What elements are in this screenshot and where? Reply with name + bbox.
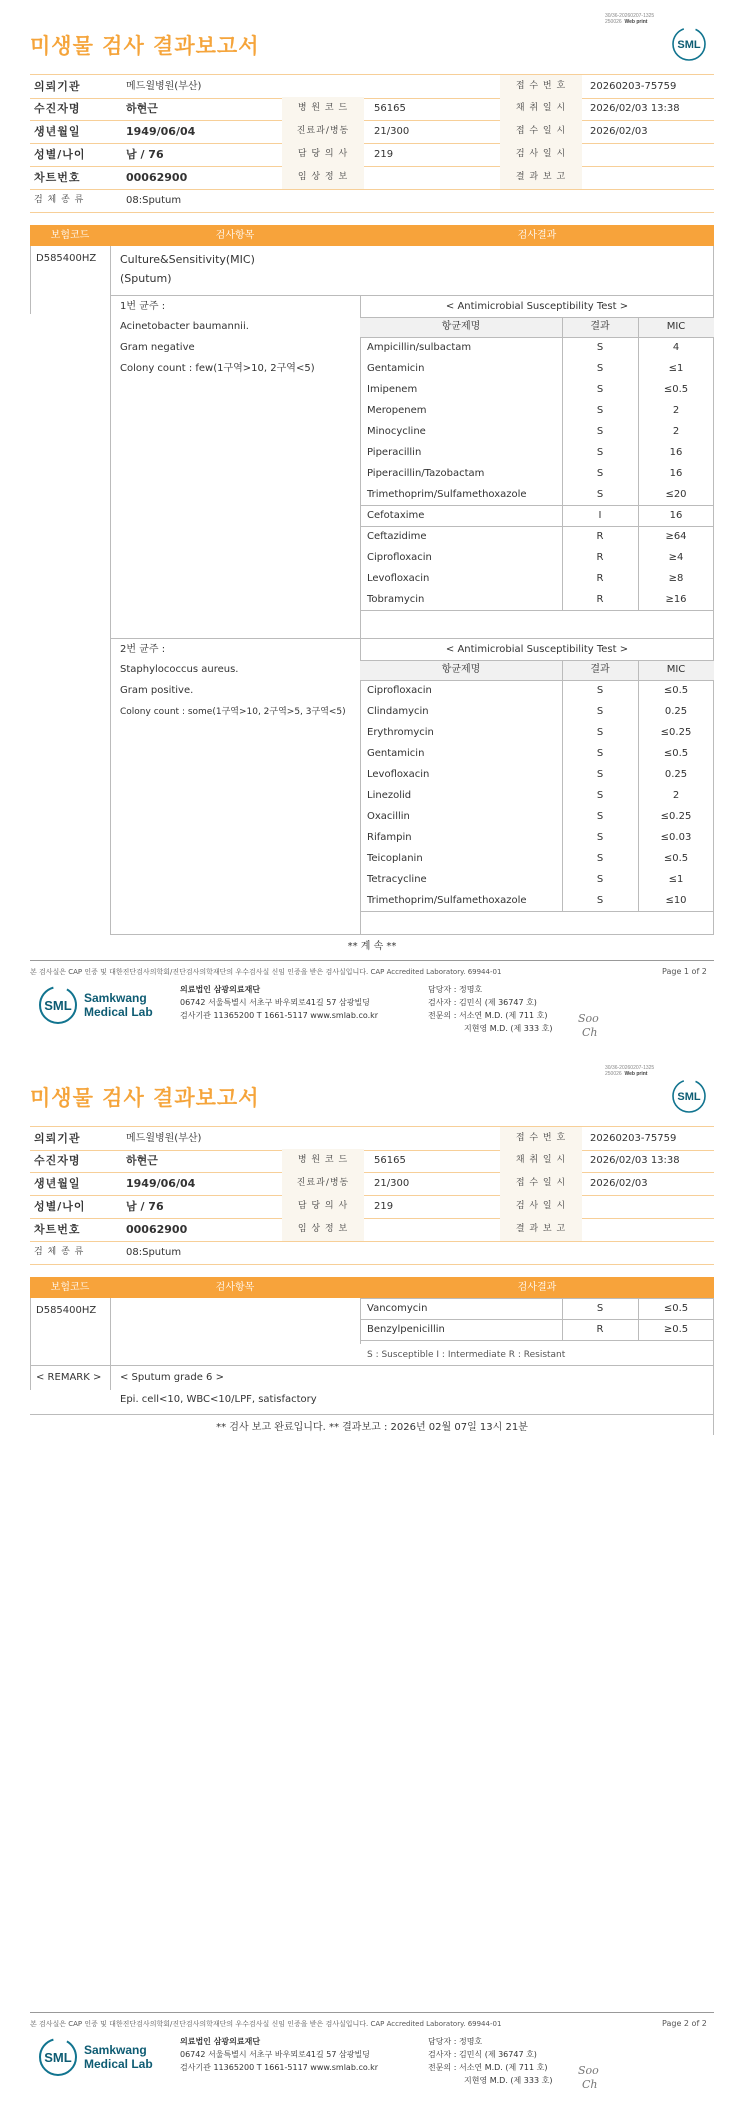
lab-address: 의료법인 삼광의료재단 06742 서울특별시 서초구 바우뫼로41길 57 삼광빌딩 검사기관 11365200 T 1661-5117 www.smlab.co.kr <box>180 2037 379 2072</box>
susceptibility-result: S <box>596 769 604 780</box>
signature-2: Soo Ch <box>578 2064 599 2091</box>
border <box>360 505 714 506</box>
reported-label: 결 과 보 고 <box>500 166 582 189</box>
table-header <box>30 1277 714 1298</box>
hospital-code-value: 56165 <box>374 1155 406 1166</box>
drug-name: Ciprofloxacin <box>367 685 432 696</box>
mic-value: ≤0.5 <box>663 384 689 395</box>
page-number: Page 2 of 2 <box>662 2019 707 2028</box>
mic-value: ≤0.5 <box>663 853 689 864</box>
specimen-value: 08:Sputum <box>126 1247 182 1258</box>
mic-value: ≥4 <box>668 552 684 563</box>
mic-value: ≤1 <box>668 363 684 374</box>
chart-value: 00062900 <box>126 171 188 184</box>
specimen-label: 검 체 종 류 <box>34 195 85 205</box>
ast-head-drug: 항균제명 <box>441 664 481 675</box>
drug-name: Teicoplanin <box>367 853 423 864</box>
result-table-p2 <box>30 1277 714 1417</box>
sex-age-label: 성별/나이 <box>34 148 86 161</box>
ast-title-2: < Antimicrobial Susceptibility Test > <box>445 644 629 655</box>
drug-name: Piperacillin/Tazobactam <box>367 468 485 479</box>
border <box>30 1414 714 1415</box>
dob-value: 1949/06/04 <box>126 125 196 138</box>
ast-head-mic: MIC <box>666 321 686 332</box>
ast-head-result: 결과 <box>590 321 610 332</box>
cert-text: 본 검사실은 CAP 인증 및 대한진단검사의학회/진단검사의학재단의 우수검사실 신임 인증을 받은 검사실입니다. CAP Accredited Laboratory. 69944-01 <box>30 968 502 976</box>
susceptibility-result: R <box>596 594 604 605</box>
sex-age-value: 남 / 76 <box>126 148 164 161</box>
info-row-requester <box>30 74 714 99</box>
accession-label: 접 수 번 호 <box>500 75 582 98</box>
samkwang-logo <box>38 2035 158 2081</box>
svg-text:SML: SML <box>44 2050 72 2065</box>
dept-label: 진료과/병동 <box>282 120 364 143</box>
drug-name: Gentamicin <box>367 748 425 759</box>
mic-value: ≤10 <box>665 895 687 906</box>
mic-value: 2 <box>672 790 680 801</box>
staff-list: 담당자 : 정명호 검사자 : 김민식 (제 36747 호) 전문의 : 서소연 M.D. (제 711 호) 지현영 M.D. (제 333 호) <box>428 2037 553 2085</box>
remark-label: < REMARK > <box>36 1372 102 1383</box>
mic-value: 4 <box>672 342 680 353</box>
cert-text: 본 검사실은 CAP 인증 및 대한진단검사의학회/진단검사의학재단의 우수검사실 신임 인증을 받은 검사실입니다. CAP Accredited Laboratory. 69944-01 <box>30 2020 502 2028</box>
info-row-sex <box>30 1195 714 1219</box>
drug-name: Ciprofloxacin <box>367 552 432 563</box>
border <box>110 638 714 639</box>
drug-name: Piperacillin <box>367 447 422 458</box>
requester-value: 메드윌병원(부산) <box>126 1133 202 1144</box>
received-value: 2026/02/03 <box>590 1178 648 1189</box>
susceptibility-result: S <box>596 706 604 717</box>
collected-value: 2026/02/03 13:38 <box>590 1155 680 1166</box>
footer-divider <box>30 960 714 961</box>
border <box>638 660 639 911</box>
border <box>110 1298 111 1390</box>
lab-name-1: Samkwang <box>84 2043 147 2057</box>
doctor-value: 219 <box>374 1201 394 1212</box>
drug-name: Trimethoprim/Sulfamethoxazole <box>367 895 527 906</box>
border <box>360 660 714 661</box>
mic-value: 16 <box>669 510 683 521</box>
accession-label: 접 수 번 호 <box>500 1127 582 1150</box>
susceptibility-result: S <box>596 363 604 374</box>
insurance-code: D585400HZ <box>36 253 97 264</box>
insurance-code: D585400HZ <box>36 1305 97 1316</box>
ast-title-1: < Antimicrobial Susceptibility Test > <box>445 301 629 312</box>
info-row-specimen <box>30 189 714 213</box>
test-item-specimen: (Sputum) <box>120 272 172 285</box>
info-row-chart <box>30 1218 714 1242</box>
mic-value: ≤0.5 <box>663 748 689 759</box>
susceptibility-result: S <box>596 811 604 822</box>
border <box>30 1298 31 1390</box>
staff-list: 담당자 : 정명호 검사자 : 김민식 (제 36747 호) 전문의 : 서소연 M.D. (제 711 호) 지현영 M.D. (제 333 호) <box>428 985 553 1033</box>
mic-value: ≤0.5 <box>663 685 689 696</box>
border <box>562 660 563 911</box>
info-row-specimen <box>30 1241 714 1265</box>
header-code: 보험코드 <box>50 230 90 241</box>
mic-value: 0.25 <box>664 706 688 717</box>
susceptibility-result: S <box>596 342 604 353</box>
mic-value: 16 <box>669 468 683 479</box>
tested-label: 검 사 일 시 <box>500 143 582 166</box>
isolate1-organism: Acinetobacter baumannii. <box>120 321 249 332</box>
header-result: 검사결과 <box>517 230 557 241</box>
border <box>110 295 714 296</box>
isolate2-gram: Gram positive. <box>120 685 194 696</box>
dept-value: 21/300 <box>374 1178 410 1189</box>
ast-head-result: 결과 <box>590 664 610 675</box>
drug-name: Erythromycin <box>367 727 434 738</box>
susceptibility-result: I <box>598 510 602 521</box>
clinical-label: 임 상 정 보 <box>282 166 364 189</box>
report-title: 미생물 검사 결과보고서 <box>30 34 260 58</box>
isolate2-label: 2번 균주 : <box>120 644 166 655</box>
received-label: 접 수 일 시 <box>500 120 582 143</box>
accession-value: 20260203-75759 <box>590 1133 677 1144</box>
mic-value: 2 <box>672 426 680 437</box>
doctor-value: 219 <box>374 149 394 160</box>
doctor-label: 담 당 의 사 <box>282 143 364 166</box>
sex-age-label: 성별/나이 <box>34 1200 86 1213</box>
ast-head-drug: 항균제명 <box>441 321 481 332</box>
mic-value: ≤0.5 <box>663 1303 689 1314</box>
report-complete-line: ** 검사 보고 완료입니다. ** 결과보고 : 2026년 02월 07일 13시 21분 <box>216 1422 528 1433</box>
table-header <box>30 225 714 246</box>
mic-value: 16 <box>669 447 683 458</box>
svg-text:SML: SML <box>677 39 701 51</box>
drug-name: Tobramycin <box>367 594 425 605</box>
susceptibility-result: S <box>596 895 604 906</box>
mic-value: ≥16 <box>665 594 687 605</box>
mic-value: ≤0.03 <box>660 832 692 843</box>
info-row-dob <box>30 120 714 144</box>
requester-value: 메드윌병원(부산) <box>126 81 202 92</box>
drug-name: Imipenem <box>367 384 418 395</box>
susceptibility-result: S <box>596 685 604 696</box>
samkwang-logo <box>38 983 158 1029</box>
svg-text:SML: SML <box>44 998 72 1013</box>
susceptibility-result: S <box>596 426 604 437</box>
susceptibility-result: S <box>596 468 604 479</box>
lab-name-2: Medical Lab <box>84 2057 153 2071</box>
dob-label: 생년월일 <box>34 1177 81 1190</box>
susceptibility-result: S <box>596 874 604 885</box>
susceptibility-result: S <box>596 405 604 416</box>
mic-value: 0.25 <box>664 769 688 780</box>
border <box>360 1298 714 1299</box>
border <box>30 246 31 314</box>
border <box>110 934 714 935</box>
name-label: 수진자명 <box>34 1154 81 1167</box>
border <box>638 1298 639 1340</box>
border <box>360 317 714 318</box>
header-result: 검사결과 <box>517 1282 557 1293</box>
remark-detail: Epi. cell<10, WBC<10/LPF, satisfactory <box>120 1394 317 1405</box>
specimen-value: 08:Sputum <box>126 195 182 206</box>
border <box>360 680 714 681</box>
page-number: Page 1 of 2 <box>662 967 707 976</box>
border <box>562 1298 563 1340</box>
drug-name: Benzylpenicillin <box>367 1324 445 1335</box>
reported-label: 결 과 보 고 <box>500 1218 582 1241</box>
info-row-chart <box>30 166 714 190</box>
susceptibility-result: S <box>596 832 604 843</box>
specimen-label: 검 체 종 류 <box>34 1247 85 1257</box>
header-code: 보험코드 <box>50 1282 90 1293</box>
lab-name-2: Medical Lab <box>84 1005 153 1019</box>
signature-1: Soo Ch <box>578 1012 599 1039</box>
hospital-code-value: 56165 <box>374 103 406 114</box>
drug-name: Levofloxacin <box>367 573 430 584</box>
border <box>360 337 714 338</box>
susceptibility-result: S <box>596 790 604 801</box>
info-row-name <box>30 1149 714 1173</box>
susceptibility-result: S <box>596 447 604 458</box>
isolate2-organism: Staphylococcus aureus. <box>120 664 239 675</box>
border <box>110 246 111 935</box>
test-item-name: Culture&Sensitivity(MIC) <box>120 253 255 266</box>
ast-head-mic: MIC <box>666 664 686 675</box>
tested-label: 검 사 일 시 <box>500 1195 582 1218</box>
chart-label: 차트번호 <box>34 171 81 184</box>
susceptibility-result: S <box>596 748 604 759</box>
susceptibility-result: S <box>596 727 604 738</box>
requester-label: 의뢰기관 <box>34 1132 81 1145</box>
drug-name: Tetracycline <box>367 874 427 885</box>
border <box>360 911 714 912</box>
drug-name: Ceftazidime <box>367 531 427 542</box>
border <box>360 1319 714 1320</box>
received-label: 접 수 일 시 <box>500 1172 582 1195</box>
result-table <box>30 225 714 925</box>
border <box>360 1340 714 1341</box>
drug-name: Ampicillin/sulbactam <box>367 342 472 353</box>
mic-value: ≥8 <box>668 573 684 584</box>
name-value: 하현근 <box>126 1154 158 1167</box>
dob-value: 1949/06/04 <box>126 1177 196 1190</box>
received-value: 2026/02/03 <box>590 126 648 137</box>
susceptibility-result: S <box>596 384 604 395</box>
collected-label: 채 취 일 시 <box>500 97 582 120</box>
info-row-requester <box>30 1126 714 1151</box>
dept-label: 진료과/병동 <box>282 1172 364 1195</box>
susceptibility-result: R <box>596 1324 604 1335</box>
report-title: 미생물 검사 결과보고서 <box>30 1086 260 1110</box>
footer-divider <box>30 2012 714 2013</box>
mic-value: ≥64 <box>665 531 687 542</box>
mic-value: ≤0.25 <box>660 811 692 822</box>
border <box>360 1298 361 1344</box>
dob-label: 생년월일 <box>34 125 81 138</box>
isolate2-count: Colony count : some(1구역>10, 2구역>5, 3구역<5) <box>120 707 346 717</box>
border <box>360 610 714 611</box>
sml-logo <box>671 26 707 62</box>
mic-value: 2 <box>672 405 680 416</box>
susceptibility-result: S <box>596 1303 604 1314</box>
isolate1-label: 1번 균주 : <box>120 301 166 312</box>
info-row-name <box>30 97 714 121</box>
dept-value: 21/300 <box>374 126 410 137</box>
hospital-code-label: 병 원 코 드 <box>282 97 364 120</box>
drug-name: Vancomycin <box>367 1303 428 1314</box>
collected-label: 채 취 일 시 <box>500 1149 582 1172</box>
drug-name: Trimethoprim/Sulfamethoxazole <box>367 489 527 500</box>
drug-name: Rifampin <box>367 832 412 843</box>
drug-name: Levofloxacin <box>367 769 430 780</box>
sml-logo <box>671 1078 707 1114</box>
mic-value: ≥0.5 <box>663 1324 689 1335</box>
lab-name-1: Samkwang <box>84 991 147 1005</box>
remark-grade: < Sputum grade 6 > <box>120 1372 224 1383</box>
doctor-label: 담 당 의 사 <box>282 1195 364 1218</box>
hospital-code-label: 병 원 코 드 <box>282 1149 364 1172</box>
report-page-2 <box>0 1052 744 2104</box>
name-label: 수진자명 <box>34 102 81 115</box>
mic-value: ≤1 <box>668 874 684 885</box>
susceptibility-result: S <box>596 489 604 500</box>
accession-value: 20260203-75759 <box>590 81 677 92</box>
mic-value: ≤20 <box>665 489 687 500</box>
print-reference: 30/36-20260207-1325 250026 Web print <box>605 1065 655 1077</box>
drug-name: Meropenem <box>367 405 427 416</box>
lab-address: 의료법인 삼광의료재단 06742 서울특별시 서초구 바우뫼로41길 57 삼광빌딩 검사기관 11365200 T 1661-5117 www.smlab.co.kr <box>180 985 379 1020</box>
drug-name: Cefotaxime <box>367 510 425 521</box>
svg-text:SML: SML <box>677 1091 701 1103</box>
border <box>638 317 639 610</box>
border <box>30 1365 714 1366</box>
name-value: 하현근 <box>126 102 158 115</box>
header-item: 검사항목 <box>215 1282 255 1293</box>
drug-name: Clindamycin <box>367 706 429 717</box>
chart-label: 차트번호 <box>34 1223 81 1236</box>
print-reference: 30/36-20260207-1325 250026 Web print <box>605 13 655 25</box>
info-row-dob <box>30 1172 714 1196</box>
drug-name: Linezolid <box>367 790 412 801</box>
continued-label: ** 계 속 ** <box>347 941 397 952</box>
info-row-sex <box>30 143 714 167</box>
clinical-label: 임 상 정 보 <box>282 1218 364 1241</box>
ast-legend: S : Susceptible I : Intermediate R : Resistant <box>367 1350 566 1360</box>
collected-value: 2026/02/03 13:38 <box>590 103 680 114</box>
header-item: 검사항목 <box>215 230 255 241</box>
mic-value: ≤0.25 <box>660 727 692 738</box>
drug-name: Minocycline <box>367 426 426 437</box>
susceptibility-result: S <box>596 853 604 864</box>
border <box>360 526 714 527</box>
isolate1-gram: Gram negative <box>120 342 195 353</box>
chart-value: 00062900 <box>126 1223 188 1236</box>
susceptibility-result: R <box>596 531 604 542</box>
susceptibility-result: R <box>596 552 604 563</box>
drug-name: Gentamicin <box>367 363 425 374</box>
sex-age-value: 남 / 76 <box>126 1200 164 1213</box>
border <box>360 295 361 935</box>
border <box>562 317 563 610</box>
susceptibility-result: R <box>596 573 604 584</box>
drug-name: Oxacillin <box>367 811 410 822</box>
requester-label: 의뢰기관 <box>34 80 81 93</box>
isolate1-count: Colony count : few(1구역>10, 2구역<5) <box>120 363 315 374</box>
